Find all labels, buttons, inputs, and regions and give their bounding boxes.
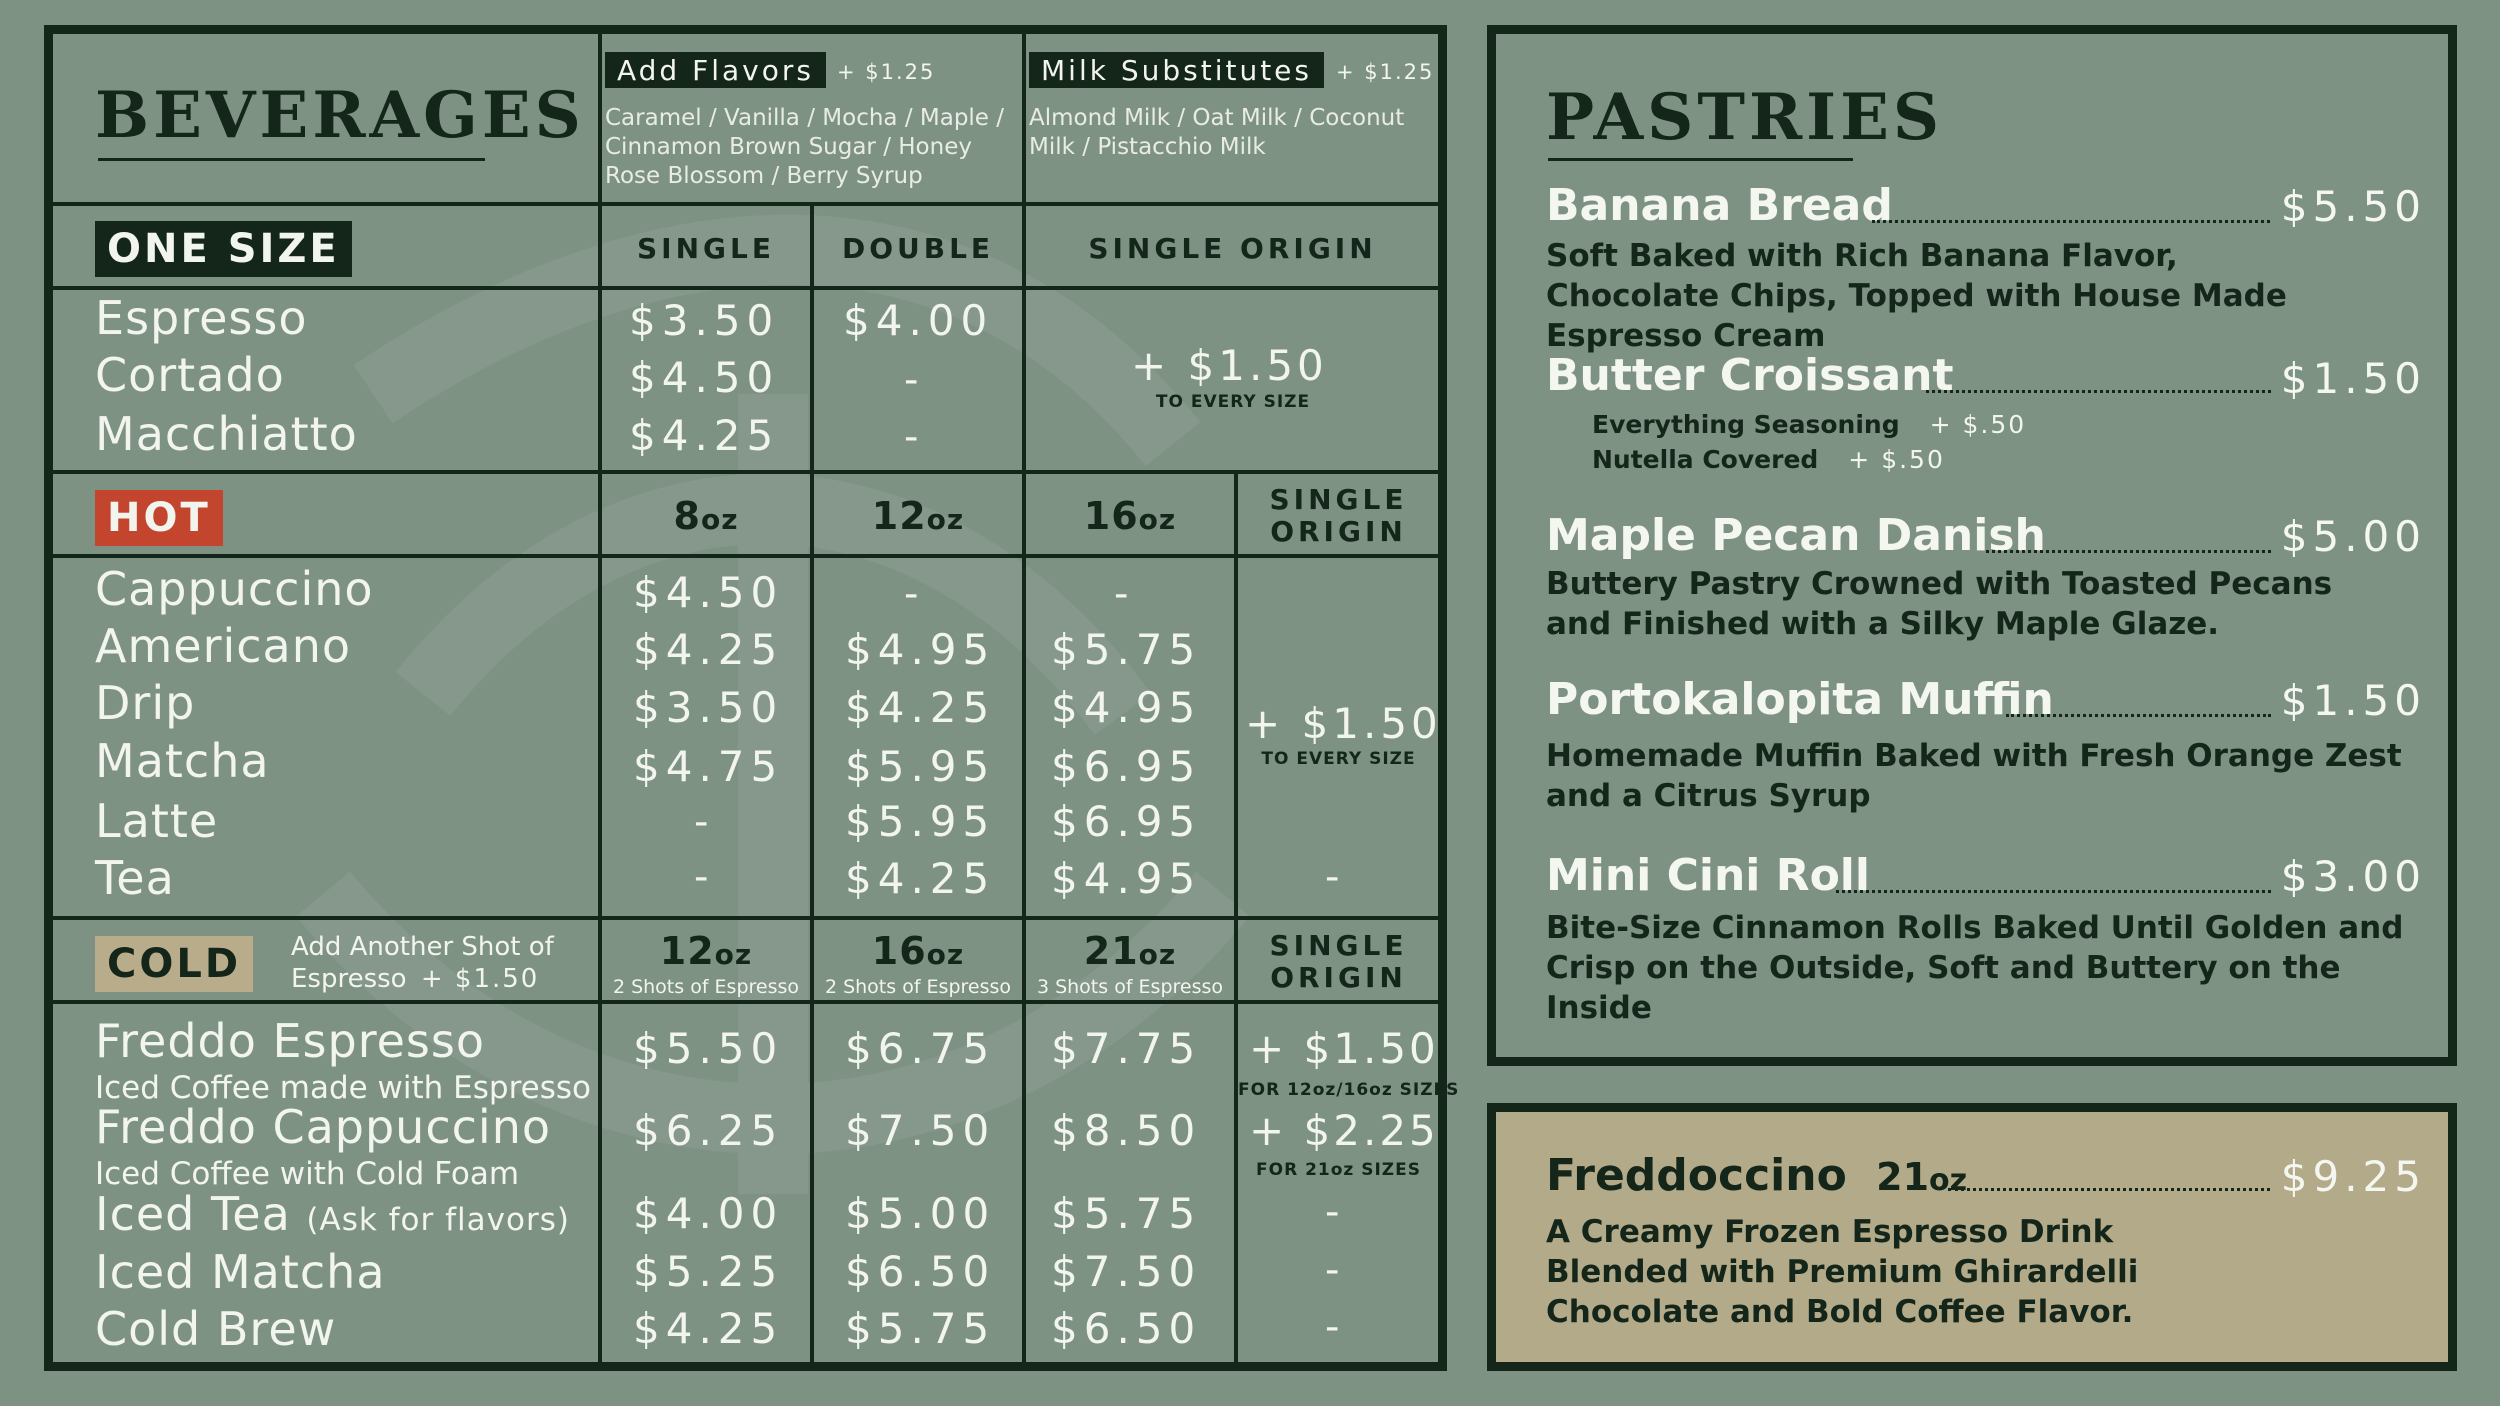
grid-line — [53, 202, 1439, 206]
extra-price: + $.50 — [1929, 410, 2027, 439]
price-iced-matcha-21oz: $7.50 — [1051, 1247, 1202, 1296]
item-cortado: Cortado — [95, 348, 285, 402]
add-flavors-label: Add Flavors — [605, 52, 826, 88]
milk-substitutes-options: Almond Milk / Oat Milk / Coconut Milk / Pistacchio Milk — [1029, 105, 1405, 160]
price-matcha-16oz: $6.95 — [1051, 742, 1202, 791]
pastry-banana-bread-price: $5.50 — [2280, 182, 2426, 231]
pastry-leader-dots — [1836, 890, 2271, 893]
pastry-mini-cini-roll-price: $3.00 — [2280, 852, 2426, 901]
one-size-origin-note: TO EVERY SIZE — [1155, 392, 1311, 412]
price-drip-12oz: $4.25 — [845, 683, 996, 732]
grid-line — [53, 1000, 1439, 1004]
cold-shot-note-line2 — [291, 964, 539, 994]
price-drip-8oz: $3.50 — [633, 683, 784, 732]
price-iced-tea-12oz: $4.00 — [633, 1189, 784, 1238]
pastry-butter-croissant-extra-1 — [1592, 410, 2026, 439]
price-freddo-cappuccino-12oz: $6.25 — [633, 1106, 784, 1155]
grid-line — [53, 286, 1439, 290]
header-cold-21oz-note: 3 Shots of Espresso — [1036, 976, 1224, 998]
add-flavors-price: + $1.25 — [837, 60, 936, 84]
price-cold-brew-origin: - — [1325, 1304, 1340, 1350]
item-iced-tea-note: (Ask for flavors) — [306, 1202, 570, 1238]
pastry-portokalopita-muffin-price: $1.50 — [2280, 676, 2426, 725]
header-hot-16oz-num: 16 — [1083, 494, 1139, 538]
item-iced-tea — [95, 1187, 570, 1241]
price-americano-12oz: $4.95 — [845, 625, 996, 674]
header-cold-16oz-unit: oz — [926, 938, 965, 971]
item-tea: Tea — [95, 851, 175, 905]
price-freddo-espresso-21oz: $7.75 — [1051, 1024, 1202, 1073]
item-americano: Americano — [95, 619, 352, 673]
price-americano-16oz: $5.75 — [1051, 625, 1202, 674]
header-hot-8oz-unit: oz — [700, 503, 739, 536]
feature-size-unit: oz — [1929, 1163, 1968, 1198]
pastry-maple-pecan-danish-price: $5.00 — [2280, 512, 2426, 561]
price-espresso-double: $4.00 — [843, 296, 994, 345]
header-cold-12oz-note: 2 Shots of Espresso — [612, 976, 800, 998]
price-drip-16oz: $4.95 — [1051, 683, 1202, 732]
header-cold-16oz — [814, 929, 1022, 973]
price-iced-matcha-origin: - — [1325, 1247, 1340, 1293]
item-iced-matcha: Iced Matcha — [95, 1245, 386, 1299]
price-freddo-espresso-16oz: $6.75 — [845, 1024, 996, 1073]
price-matcha-12oz: $5.95 — [845, 742, 996, 791]
price-tea-12oz: $4.25 — [845, 854, 996, 903]
extra-name: Nutella Covered — [1592, 445, 1819, 474]
item-latte: Latte — [95, 794, 219, 848]
item-freddo-cappuccino: Freddo Cappuccino — [95, 1100, 551, 1154]
beverages-panel — [44, 25, 1460, 1371]
header-cold-12oz-unit: oz — [714, 938, 753, 971]
beverages-title: BEVERAGES — [95, 78, 585, 153]
feature-desc: A Creamy Frozen Espresso Drink Blended with Premium Ghirardelli Chocolate and Bold Coffee Flavor. — [1546, 1214, 2139, 1330]
price-iced-tea-16oz: $5.00 — [845, 1189, 996, 1238]
cold-tag: COLD — [95, 936, 253, 992]
header-cold-21oz-unit: oz — [1138, 938, 1177, 971]
header-cold-origin — [1238, 930, 1439, 994]
feature-size-num: 21 — [1876, 1155, 1930, 1199]
milk-substitutes-price: + $1.25 — [1336, 60, 1435, 84]
price-iced-matcha-16oz: $6.50 — [845, 1247, 996, 1296]
header-hot-16oz-unit: oz — [1138, 503, 1177, 536]
price-cappuccino-8oz: $4.50 — [633, 568, 784, 617]
header-hot-12oz-num: 12 — [871, 494, 927, 538]
price-cold-brew-12oz: $4.25 — [633, 1304, 784, 1353]
header-cold-origin-line2: ORIGIN — [1270, 961, 1407, 994]
hot-origin-price: + $1.50 — [1245, 699, 1442, 748]
pastry-butter-croissant-price: $1.50 — [2280, 354, 2426, 403]
cold-origin-b-note: FOR 21oz SIZES — [1256, 1160, 1421, 1180]
price-iced-matcha-12oz: $5.25 — [633, 1247, 784, 1296]
price-cortado-double: - — [904, 357, 919, 403]
price-freddo-cappuccino-21oz: $8.50 — [1051, 1106, 1202, 1155]
pastry-mini-cini-roll-name: Mini Cini Roll — [1546, 850, 1870, 901]
header-hot-origin-line1: SINGLE — [1269, 483, 1408, 516]
item-macchiatto: Macchiatto — [95, 407, 358, 461]
header-cold-16oz-num: 16 — [871, 929, 927, 973]
pastry-leader-dots — [2006, 714, 2271, 717]
item-matcha: Matcha — [95, 734, 270, 788]
price-tea-16oz: $4.95 — [1051, 854, 1202, 903]
item-espresso: Espresso — [95, 291, 308, 345]
price-cappuccino-12oz: - — [904, 571, 919, 617]
price-americano-8oz: $4.25 — [633, 625, 784, 674]
pastry-leader-dots — [1986, 550, 2271, 553]
price-cold-brew-16oz: $5.75 — [845, 1304, 996, 1353]
price-freddo-espresso-12oz: $5.50 — [633, 1024, 784, 1073]
header-double: DOUBLE — [841, 232, 995, 265]
grid-line — [53, 470, 1439, 474]
item-iced-tea-name: Iced Tea — [95, 1187, 291, 1241]
price-espresso-single: $3.50 — [629, 296, 780, 345]
cold-origin-b-price: + $2.25 — [1249, 1106, 1439, 1155]
header-hot-origin — [1238, 484, 1439, 548]
item-freddo-cappuccino-note: Iced Coffee with Cold Foam — [95, 1156, 520, 1192]
price-iced-tea-21oz: $5.75 — [1051, 1189, 1202, 1238]
pastry-butter-croissant-extra-2 — [1592, 445, 1945, 474]
add-flavors-options: Caramel / Vanilla / Mocha / Maple / Cinnamon Brown Sugar / Honey Rose Blossom / Berry Syrup — [605, 105, 1005, 189]
extra-price: + $.50 — [1848, 445, 1945, 474]
pastry-banana-bread-desc: Soft Baked with Rich Banana Flavor, Chocolate Chips, Topped with House Made Espresso Cream — [1546, 238, 2287, 354]
cold-shot-note-espresso: Espresso — [291, 964, 407, 994]
price-tea-8oz: - — [694, 854, 709, 900]
price-cold-brew-21oz: $6.50 — [1051, 1304, 1202, 1353]
hot-tag: HOT — [95, 490, 223, 546]
pastry-mini-cini-roll-desc: Bite-Size Cinnamon Rolls Baked Until Golden and Crisp on the Outside, Soft and Buttery on the Inside — [1546, 910, 2404, 1026]
feature-name — [1546, 1150, 1967, 1201]
item-freddo-espresso-note: Iced Coffee made with Espresso — [95, 1070, 591, 1106]
price-iced-tea-origin: - — [1325, 1189, 1340, 1235]
price-macchiatto-single: $4.25 — [629, 411, 780, 460]
price-latte-16oz: $6.95 — [1051, 797, 1202, 846]
hot-origin-note: TO EVERY SIZE — [1261, 749, 1416, 769]
header-single-origin: SINGLE ORIGIN — [1088, 232, 1377, 265]
pastry-maple-pecan-danish-name: Maple Pecan Danish — [1546, 510, 2046, 561]
pastry-banana-bread-name: Banana Bread — [1546, 180, 1893, 231]
header-hot-16oz — [1026, 494, 1234, 538]
pastries-title: PASTRIES — [1546, 80, 1944, 155]
item-freddo-espresso: Freddo Espresso — [95, 1014, 485, 1068]
price-macchiatto-double: - — [904, 414, 919, 460]
cold-shot-note-line1: Add Another Shot of — [291, 932, 554, 962]
cold-shot-price: + $1.50 — [420, 964, 540, 994]
header-cold-21oz — [1026, 929, 1234, 973]
feature-leader-dots — [1948, 1188, 2270, 1191]
price-latte-12oz: $5.95 — [845, 797, 996, 846]
pastry-butter-croissant-name: Butter Croissant — [1546, 350, 1954, 401]
item-cold-brew: Cold Brew — [95, 1302, 337, 1356]
pastry-leader-dots — [1872, 220, 2270, 223]
header-cold-21oz-num: 21 — [1083, 929, 1139, 973]
price-tea-origin: - — [1325, 854, 1340, 900]
cold-origin-a-price: + $1.50 — [1249, 1024, 1439, 1073]
feature-price: $9.25 — [2280, 1152, 2426, 1201]
grid-line — [53, 916, 1439, 920]
one-size-origin-price: + $1.50 — [1131, 341, 1328, 390]
header-cold-12oz — [602, 929, 810, 973]
header-hot-8oz-num: 8 — [673, 494, 701, 538]
header-hot-12oz — [814, 494, 1022, 538]
pastries-title-underline — [1548, 158, 1853, 161]
pastry-portokalopita-muffin-name: Portokalopita Muffin — [1546, 674, 2054, 725]
feature-name-text: Freddoccino — [1546, 1150, 1847, 1201]
milk-substitutes-label: Milk Substitutes — [1029, 52, 1324, 88]
header-hot-12oz-unit: oz — [926, 503, 965, 536]
grid-line — [53, 554, 1439, 558]
one-size-tag: ONE SIZE — [95, 221, 352, 277]
price-cappuccino-16oz: - — [1114, 571, 1129, 617]
item-drip: Drip — [95, 676, 196, 730]
price-matcha-8oz: $4.75 — [633, 742, 784, 791]
header-hot-8oz — [602, 494, 810, 538]
grid-line — [810, 204, 814, 1364]
feature-panel — [1487, 1103, 2457, 1371]
header-cold-16oz-note: 2 Shots of Espresso — [824, 976, 1012, 998]
extra-name: Everything Seasoning — [1592, 410, 1900, 439]
header-cold-origin-line1: SINGLE — [1269, 929, 1408, 962]
header-cold-12oz-num: 12 — [659, 929, 715, 973]
price-latte-8oz: - — [694, 799, 709, 845]
pastry-portokalopita-muffin-desc: Homemade Muffin Baked with Fresh Orange Zest and a Citrus Syrup — [1546, 738, 2402, 814]
header-hot-origin-line2: ORIGIN — [1270, 515, 1407, 548]
beverages-title-underline — [98, 158, 485, 161]
cold-origin-a-note: FOR 12oz/16oz SIZES — [1238, 1080, 1460, 1100]
price-freddo-cappuccino-16oz: $7.50 — [845, 1106, 996, 1155]
header-single: SINGLE — [637, 232, 775, 265]
pastry-leader-dots — [1926, 390, 2271, 393]
item-cappuccino: Cappuccino — [95, 562, 374, 616]
feature-size — [1876, 1155, 1967, 1199]
pastries-panel — [1487, 25, 2457, 1066]
price-cortado-single: $4.50 — [629, 353, 780, 402]
pastry-maple-pecan-danish-desc: Buttery Pastry Crowned with Toasted Pecans and Finished with a Silky Maple Glaze. — [1546, 566, 2333, 642]
